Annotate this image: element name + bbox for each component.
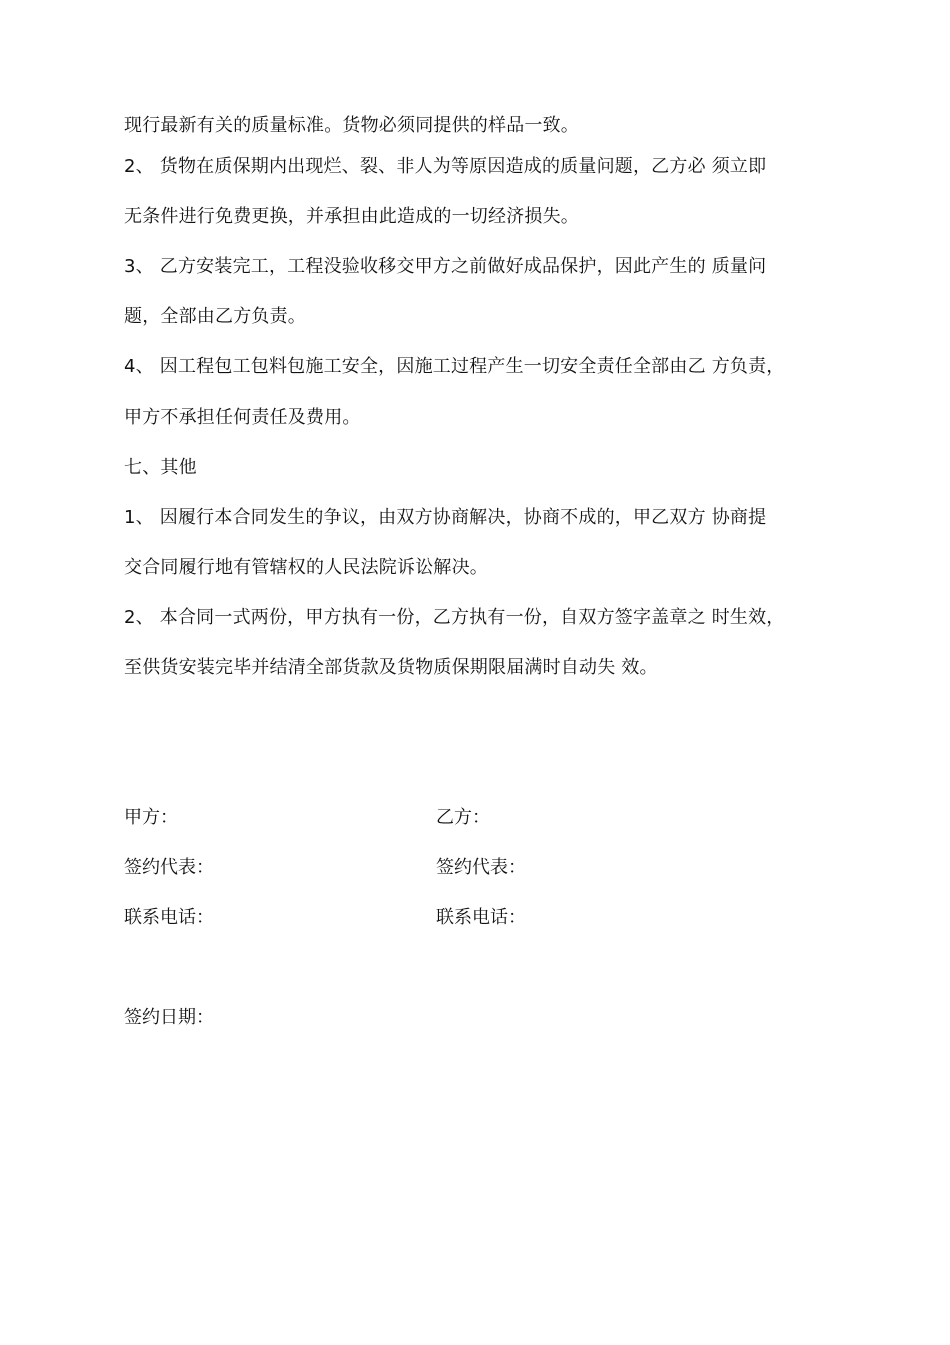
other-clause-1-line-2: 交合同履行地有管辖权的人民法院诉讼解决。 — [124, 557, 488, 578]
party-b-label: 乙方： — [436, 807, 490, 828]
party-a-label: 甲方： — [124, 807, 178, 828]
clause-2-line-2: 无条件进行免费更换，并承担由此造成的一切经济损失。 — [124, 206, 579, 227]
other-clause-1-line-1: 1、 因履行本合同发生的争议，由双方协商解决，协商不成的，甲乙双方 协商提 — [124, 507, 767, 528]
paragraph-line: 现行最新有关的质量标准。货物必须同提供的样品一致。 — [124, 115, 579, 136]
party-b-representative-label: 签约代表： — [436, 857, 526, 878]
clause-4-line-2: 甲方不承担任何责任及费用。 — [124, 407, 361, 428]
party-a-phone-label: 联系电话： — [124, 907, 214, 928]
clause-3-line-2: 题，全部由乙方负责。 — [124, 306, 306, 327]
section-heading-other: 七、其他 — [124, 457, 197, 478]
clause-3-line-1: 3、 乙方安装完工，工程没验收移交甲方之前做好成品保护，因此产生的 质量问 — [124, 256, 767, 277]
other-clause-2-line-2: 至供货安装完毕并结清全部货款及货物质保期限届满时自动失 效。 — [124, 657, 658, 678]
party-b-phone-label: 联系电话： — [436, 907, 526, 928]
signing-date-label: 签约日期： — [124, 1007, 214, 1028]
party-a-representative-label: 签约代表： — [124, 857, 214, 878]
clause-2-line-1: 2、 货物在质保期内出现烂、裂、非人为等原因造成的质量问题，乙方必 须立即 — [124, 156, 767, 177]
other-clause-2-line-1: 2、 本合同一式两份，甲方执有一份，乙方执有一份，自双方签字盖章之 时生效， — [124, 607, 785, 628]
clause-4-line-1: 4、 因工程包工包料包施工安全，因施工过程产生一切安全责任全部由乙 方负责， — [124, 356, 785, 377]
